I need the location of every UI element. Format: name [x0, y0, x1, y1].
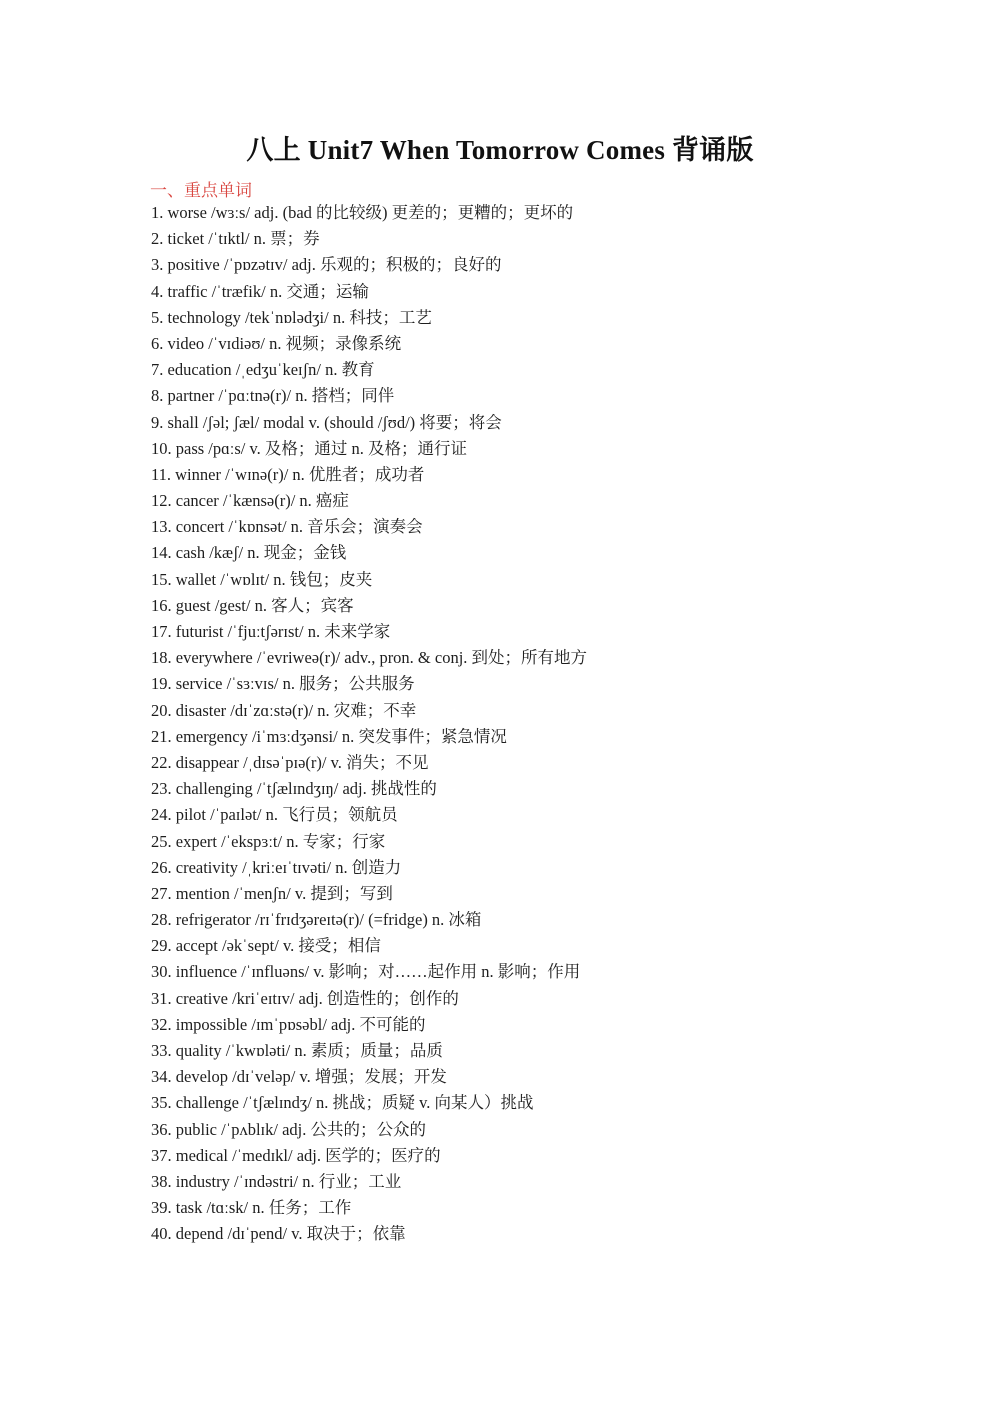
vocab-item: 13. concert /ˈkɒnsət/ n. 音乐会；演奏会: [151, 517, 423, 537]
vocab-item: 24. pilot /ˈpaɪlət/ n. 飞行员；领航员: [151, 805, 398, 825]
vocab-list: [151, 200, 587, 1248]
vocab-item: 28. refrigerator /rɪˈfrɪdʒəreɪtə(r)/ (=fridge) n. 冰箱: [151, 910, 482, 930]
vocab-item: 38. industry /ˈɪndəstri/ n. 行业；工业: [151, 1171, 402, 1191]
vocab-item: 40. depend /dɪˈpend/ v. 取决于；依靠: [151, 1224, 406, 1244]
vocab-item: 25. expert /ˈekspɜːt/ n. 专家；行家: [151, 831, 386, 851]
vocab-item: 8. partner /ˈpɑːtnə(r)/ n. 搭档；同伴: [151, 386, 395, 406]
vocab-item: 3. positive /ˈpɒzətɪv/ adj. 乐观的；积极的；良好的: [151, 255, 502, 275]
vocab-item: 31. creative /kriˈeɪtɪv/ adj. 创造性的；创作的: [151, 988, 459, 1008]
vocab-item: 12. cancer /ˈkænsə(r)/ n. 癌症: [151, 491, 349, 511]
section-heading: 一、重点单词: [150, 181, 252, 200]
vocab-item: 37. medical /ˈmedɪkl/ adj. 医学的；医疗的: [151, 1145, 441, 1165]
vocab-item: 2. ticket /ˈtɪktl/ n. 票；券: [151, 229, 320, 249]
vocab-item: 6. video /ˈvɪdiəʊ/ n. 视频；录像系统: [151, 333, 402, 353]
vocab-item: 1. worse /wɜːs/ adj. (bad 的比较级) 更差的；更糟的；更坏的: [151, 203, 574, 222]
page-title: 八上 Unit7 When Tomorrow Comes 背诵版: [246, 135, 754, 165]
vocab-item: 9. shall /ʃəl; ʃæl/ modal v. (should /ʃʊd/) 将要；将会: [151, 412, 502, 432]
vocab-item: 36. public /ˈpʌblɪk/ adj. 公共的；公众的: [151, 1119, 426, 1139]
vocab-item: 16. guest /gest/ n. 客人；宾客: [151, 595, 354, 615]
vocab-item: 27. mention /ˈmenʃn/ v. 提到；写到: [151, 883, 393, 903]
vocab-item: 26. creativity /ˌkriːeɪˈtɪvəti/ n. 创造力: [151, 857, 402, 877]
vocab-item: 23. challenging /ˈtʃælɪndʒɪŋ/ adj. 挑战性的: [151, 779, 437, 799]
vocab-item: 35. challenge /ˈtʃælɪndʒ/ n. 挑战；质疑 v. 向某人）挑战: [151, 1093, 534, 1113]
vocab-item: 18. everywhere /ˈevriweə(r)/ adv., pron. & conj. 到处；所有地方: [151, 648, 588, 668]
vocab-item: 22. disappear /ˌdɪsəˈpɪə(r)/ v. 消失；不见: [151, 752, 429, 772]
vocab-item: 32. impossible /ɪmˈpɒsəbl/ adj. 不可能的: [151, 1014, 426, 1034]
vocab-item: 7. education /ˌedʒuˈkeɪʃn/ n. 教育: [151, 360, 375, 380]
vocab-item: 39. task /tɑːsk/ n. 任务；工作: [151, 1198, 352, 1218]
vocab-item: 5. technology /tekˈnɒlədʒi/ n. 科技；工艺: [151, 307, 432, 327]
vocab-item: 34. develop /dɪˈveləp/ v. 增强；发展；开发: [151, 1067, 447, 1087]
vocab-item: 19. service /ˈsɜːvɪs/ n. 服务；公共服务: [151, 674, 415, 694]
vocab-item: 11. winner /ˈwɪnə(r)/ n. 优胜者；成功者: [151, 464, 425, 484]
vocab-item: 14. cash /kæʃ/ n. 现金；金钱: [151, 543, 347, 563]
vocab-item: 21. emergency /iˈmɜːdʒənsi/ n. 突发事件；紧急情况: [151, 726, 507, 746]
vocab-item: 15. wallet /ˈwɒlɪt/ n. 钱包；皮夹: [151, 569, 373, 589]
vocab-item: 17. futurist /ˈfjuːtʃərɪst/ n. 未来学家: [151, 622, 391, 641]
vocab-item: 30. influence /ˈɪnfluəns/ v. 影响；对……起作用 n. 影响；作用: [151, 962, 581, 982]
vocab-item: 20. disaster /dɪˈzɑːstə(r)/ n. 灾难；不幸: [151, 700, 417, 720]
vocab-item: 10. pass /pɑːs/ v. 及格；通过 n. 及格；通行证: [151, 438, 468, 458]
vocab-item: 4. traffic /ˈtræfik/ n. 交通；运输: [151, 281, 369, 301]
vocab-item: 29. accept /əkˈsept/ v. 接受；相信: [151, 936, 381, 956]
vocab-item: 33. quality /ˈkwɒləti/ n. 素质；质量；品质: [151, 1041, 443, 1060]
